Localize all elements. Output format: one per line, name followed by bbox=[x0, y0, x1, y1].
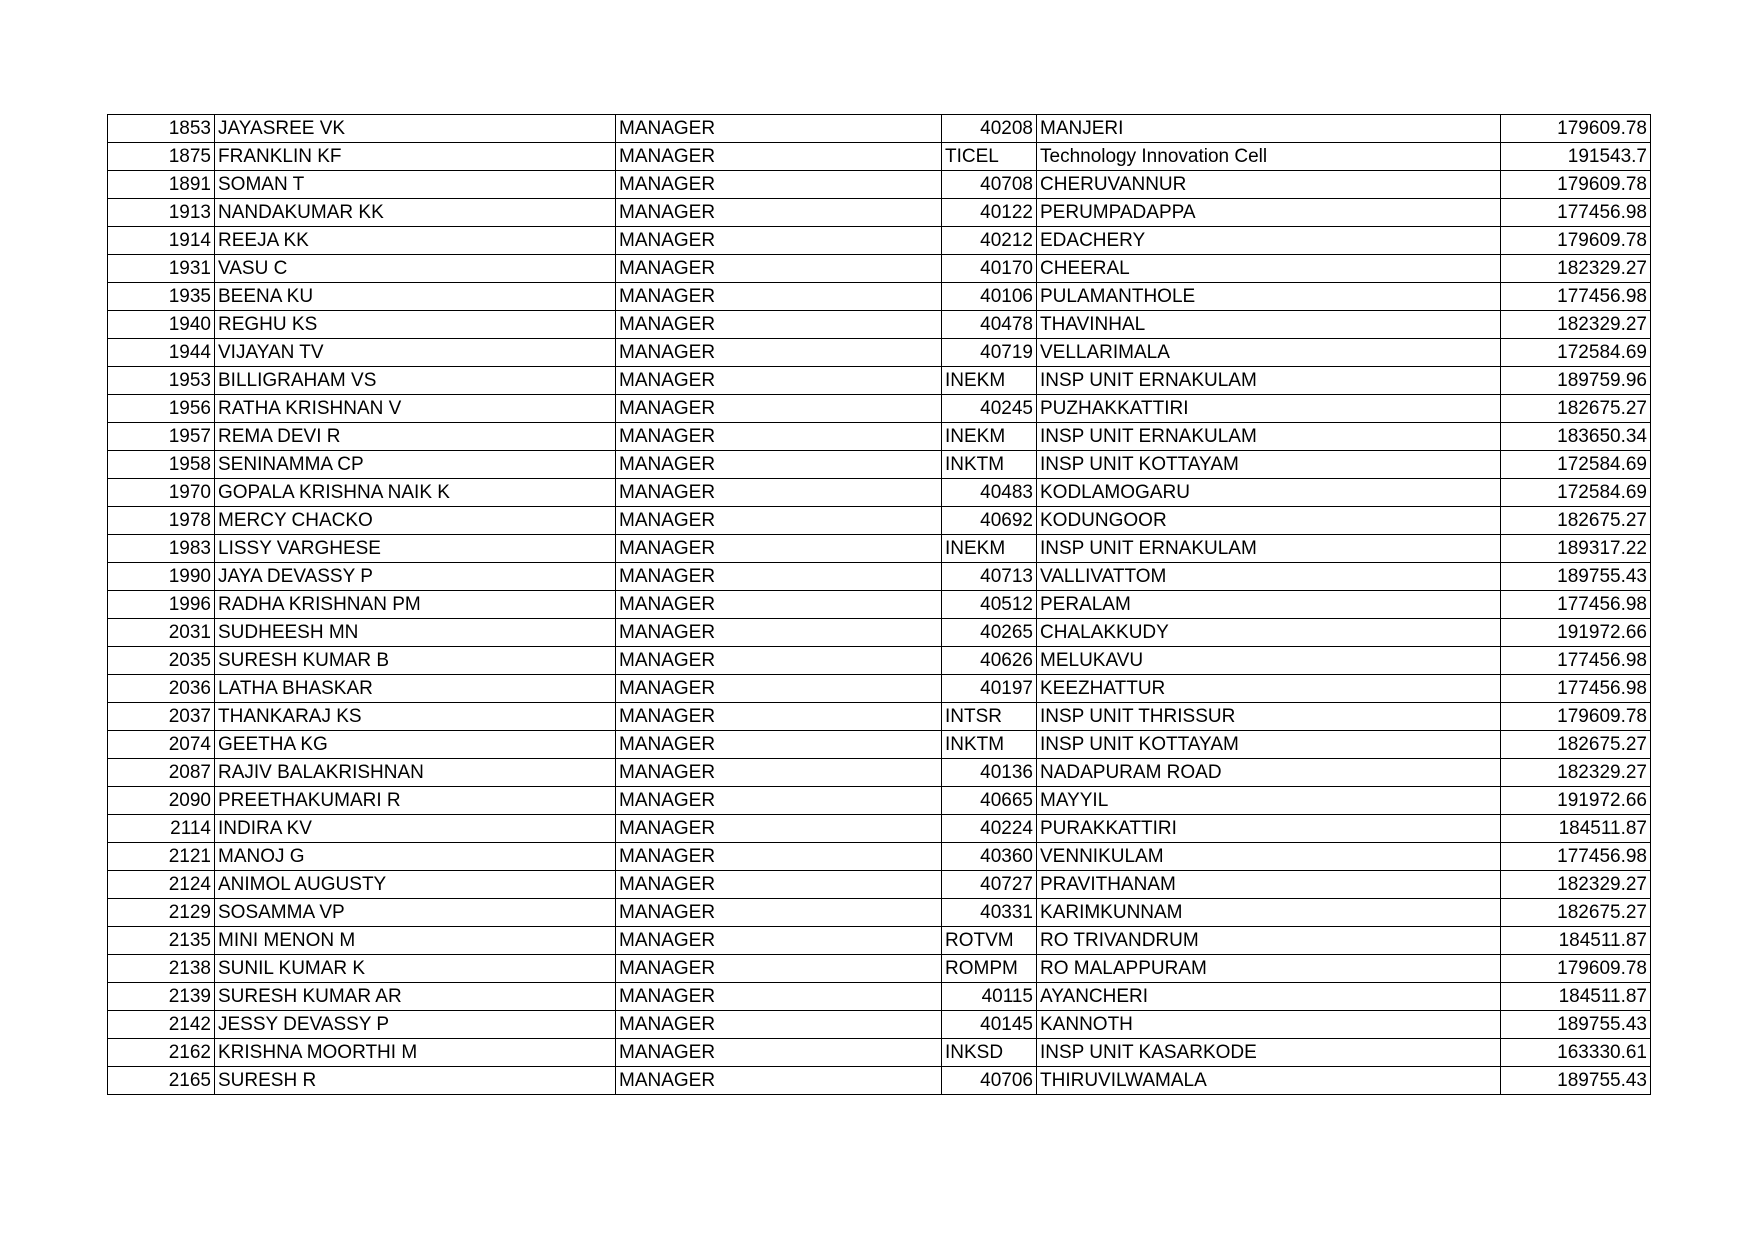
employee-name-cell: ANIMOL AUGUSTY bbox=[215, 871, 616, 899]
employee-table-body bbox=[108, 115, 1651, 1095]
table-row bbox=[108, 815, 1651, 843]
office-code-cell: 40170 bbox=[942, 255, 1037, 283]
table-row bbox=[108, 143, 1651, 171]
office-name-cell: MELUKAVU bbox=[1037, 647, 1501, 675]
employee-id-cell: 2121 bbox=[108, 843, 215, 871]
table-row bbox=[108, 1011, 1651, 1039]
office-code-cell: 40197 bbox=[942, 675, 1037, 703]
designation-cell: MANAGER bbox=[616, 423, 942, 451]
amount-cell: 177456.98 bbox=[1501, 591, 1651, 619]
employee-name-cell: KRISHNA MOORTHI M bbox=[215, 1039, 616, 1067]
amount-cell: 172584.69 bbox=[1501, 339, 1651, 367]
employee-id-cell: 1958 bbox=[108, 451, 215, 479]
office-name-cell: EDACHERY bbox=[1037, 227, 1501, 255]
designation-cell: MANAGER bbox=[616, 703, 942, 731]
employee-id-cell: 2031 bbox=[108, 619, 215, 647]
employee-id-cell: 1990 bbox=[108, 563, 215, 591]
office-code-cell: 40265 bbox=[942, 619, 1037, 647]
office-name-cell: KARIMKUNNAM bbox=[1037, 899, 1501, 927]
office-name-cell: VELLARIMALA bbox=[1037, 339, 1501, 367]
office-name-cell: INSP UNIT KOTTAYAM bbox=[1037, 451, 1501, 479]
employee-name-cell: RAJIV BALAKRISHNAN bbox=[215, 759, 616, 787]
table-row bbox=[108, 395, 1651, 423]
office-name-cell: CHEERAL bbox=[1037, 255, 1501, 283]
amount-cell: 191972.66 bbox=[1501, 619, 1651, 647]
office-code-cell: 40122 bbox=[942, 199, 1037, 227]
employee-id-cell: 1914 bbox=[108, 227, 215, 255]
office-code-cell: 40626 bbox=[942, 647, 1037, 675]
employee-id-cell: 2037 bbox=[108, 703, 215, 731]
office-code-cell: 40224 bbox=[942, 815, 1037, 843]
employee-id-cell: 1957 bbox=[108, 423, 215, 451]
designation-cell: MANAGER bbox=[616, 759, 942, 787]
amount-cell: 184511.87 bbox=[1501, 927, 1651, 955]
employee-name-cell: SUDHEESH MN bbox=[215, 619, 616, 647]
amount-cell: 177456.98 bbox=[1501, 283, 1651, 311]
employee-id-cell: 2035 bbox=[108, 647, 215, 675]
office-name-cell: MANJERI bbox=[1037, 115, 1501, 143]
table-row bbox=[108, 115, 1651, 143]
office-name-cell: PULAMANTHOLE bbox=[1037, 283, 1501, 311]
employee-id-cell: 2142 bbox=[108, 1011, 215, 1039]
office-code-cell: 40719 bbox=[942, 339, 1037, 367]
table-row bbox=[108, 591, 1651, 619]
employee-id-cell: 2114 bbox=[108, 815, 215, 843]
employee-id-cell: 1970 bbox=[108, 479, 215, 507]
office-code-cell: 40708 bbox=[942, 171, 1037, 199]
table-row bbox=[108, 563, 1651, 591]
table-row bbox=[108, 955, 1651, 983]
employee-name-cell: MERCY CHACKO bbox=[215, 507, 616, 535]
employee-name-cell: FRANKLIN KF bbox=[215, 143, 616, 171]
office-code-cell: 40478 bbox=[942, 311, 1037, 339]
office-code-cell: INEKM bbox=[942, 535, 1037, 563]
amount-cell: 183650.34 bbox=[1501, 423, 1651, 451]
amount-cell: 184511.87 bbox=[1501, 815, 1651, 843]
designation-cell: MANAGER bbox=[616, 227, 942, 255]
designation-cell: MANAGER bbox=[616, 647, 942, 675]
employee-name-cell: MANOJ G bbox=[215, 843, 616, 871]
designation-cell: MANAGER bbox=[616, 815, 942, 843]
designation-cell: MANAGER bbox=[616, 199, 942, 227]
employee-name-cell: SOMAN T bbox=[215, 171, 616, 199]
employee-id-cell: 1940 bbox=[108, 311, 215, 339]
designation-cell: MANAGER bbox=[616, 367, 942, 395]
designation-cell: MANAGER bbox=[616, 479, 942, 507]
employee-id-cell: 1891 bbox=[108, 171, 215, 199]
office-code-cell: 40115 bbox=[942, 983, 1037, 1011]
office-code-cell: INKTM bbox=[942, 731, 1037, 759]
employee-id-cell: 1875 bbox=[108, 143, 215, 171]
table-row bbox=[108, 479, 1651, 507]
employee-id-cell: 2165 bbox=[108, 1067, 215, 1095]
office-name-cell: VENNIKULAM bbox=[1037, 843, 1501, 871]
table-row bbox=[108, 983, 1651, 1011]
employee-id-cell: 2087 bbox=[108, 759, 215, 787]
table-row bbox=[108, 199, 1651, 227]
amount-cell: 184511.87 bbox=[1501, 983, 1651, 1011]
amount-cell: 182675.27 bbox=[1501, 731, 1651, 759]
office-code-cell: 40145 bbox=[942, 1011, 1037, 1039]
amount-cell: 182675.27 bbox=[1501, 507, 1651, 535]
designation-cell: MANAGER bbox=[616, 675, 942, 703]
office-name-cell: PERALAM bbox=[1037, 591, 1501, 619]
office-name-cell: INSP UNIT ERNAKULAM bbox=[1037, 367, 1501, 395]
employee-id-cell: 1983 bbox=[108, 535, 215, 563]
employee-name-cell: JAYASREE VK bbox=[215, 115, 616, 143]
employee-id-cell: 1853 bbox=[108, 115, 215, 143]
designation-cell: MANAGER bbox=[616, 787, 942, 815]
amount-cell: 179609.78 bbox=[1501, 955, 1651, 983]
designation-cell: MANAGER bbox=[616, 731, 942, 759]
employee-id-cell: 1996 bbox=[108, 591, 215, 619]
table-row bbox=[108, 283, 1651, 311]
office-name-cell: VALLIVATTOM bbox=[1037, 563, 1501, 591]
designation-cell: MANAGER bbox=[616, 395, 942, 423]
employee-name-cell: SOSAMMA VP bbox=[215, 899, 616, 927]
office-code-cell: 40512 bbox=[942, 591, 1037, 619]
employee-id-cell: 2135 bbox=[108, 927, 215, 955]
employee-name-cell: GEETHA KG bbox=[215, 731, 616, 759]
amount-cell: 182675.27 bbox=[1501, 395, 1651, 423]
office-name-cell: CHERUVANNUR bbox=[1037, 171, 1501, 199]
office-name-cell: INSP UNIT KASARKODE bbox=[1037, 1039, 1501, 1067]
office-name-cell: Technology Innovation Cell bbox=[1037, 143, 1501, 171]
employee-id-cell: 1956 bbox=[108, 395, 215, 423]
office-code-cell: 40483 bbox=[942, 479, 1037, 507]
amount-cell: 177456.98 bbox=[1501, 647, 1651, 675]
office-code-cell: INKTM bbox=[942, 451, 1037, 479]
table-row bbox=[108, 927, 1651, 955]
employee-id-cell: 2138 bbox=[108, 955, 215, 983]
employee-name-cell: REMA DEVI R bbox=[215, 423, 616, 451]
employee-name-cell: VASU C bbox=[215, 255, 616, 283]
amount-cell: 179609.78 bbox=[1501, 171, 1651, 199]
employee-name-cell: SURESH R bbox=[215, 1067, 616, 1095]
designation-cell: MANAGER bbox=[616, 927, 942, 955]
table-row bbox=[108, 507, 1651, 535]
employee-name-cell: LISSY VARGHESE bbox=[215, 535, 616, 563]
employee-id-cell: 2074 bbox=[108, 731, 215, 759]
office-code-cell: INEKM bbox=[942, 367, 1037, 395]
table-row bbox=[108, 1039, 1651, 1067]
table-row bbox=[108, 367, 1651, 395]
table-row bbox=[108, 311, 1651, 339]
office-code-cell: 40212 bbox=[942, 227, 1037, 255]
employee-id-cell: 1953 bbox=[108, 367, 215, 395]
amount-cell: 177456.98 bbox=[1501, 675, 1651, 703]
office-code-cell: 40727 bbox=[942, 871, 1037, 899]
office-name-cell: THIRUVILWAMALA bbox=[1037, 1067, 1501, 1095]
employee-name-cell: SURESH KUMAR B bbox=[215, 647, 616, 675]
employee-name-cell: JAYA DEVASSY P bbox=[215, 563, 616, 591]
employee-id-cell: 2090 bbox=[108, 787, 215, 815]
office-code-cell: 40245 bbox=[942, 395, 1037, 423]
office-name-cell: THAVINHAL bbox=[1037, 311, 1501, 339]
employee-name-cell: SENINAMMA CP bbox=[215, 451, 616, 479]
employee-name-cell: MINI MENON M bbox=[215, 927, 616, 955]
employee-id-cell: 2139 bbox=[108, 983, 215, 1011]
employee-name-cell: INDIRA KV bbox=[215, 815, 616, 843]
office-name-cell: INSP UNIT KOTTAYAM bbox=[1037, 731, 1501, 759]
employee-id-cell: 1978 bbox=[108, 507, 215, 535]
office-name-cell: NADAPURAM ROAD bbox=[1037, 759, 1501, 787]
designation-cell: MANAGER bbox=[616, 535, 942, 563]
table-row bbox=[108, 675, 1651, 703]
table-row bbox=[108, 423, 1651, 451]
employee-name-cell: PREETHAKUMARI R bbox=[215, 787, 616, 815]
designation-cell: MANAGER bbox=[616, 563, 942, 591]
table-row bbox=[108, 759, 1651, 787]
employee-name-cell: BILLIGRAHAM VS bbox=[215, 367, 616, 395]
employee-name-cell: NANDAKUMAR KK bbox=[215, 199, 616, 227]
employee-name-cell: GOPALA KRISHNA NAIK K bbox=[215, 479, 616, 507]
office-name-cell: RO TRIVANDRUM bbox=[1037, 927, 1501, 955]
office-name-cell: INSP UNIT THRISSUR bbox=[1037, 703, 1501, 731]
employee-name-cell: LATHA BHASKAR bbox=[215, 675, 616, 703]
employee-name-cell: VIJAYAN TV bbox=[215, 339, 616, 367]
employee-name-cell: THANKARAJ KS bbox=[215, 703, 616, 731]
table-row bbox=[108, 451, 1651, 479]
amount-cell: 177456.98 bbox=[1501, 843, 1651, 871]
table-row bbox=[108, 1067, 1651, 1095]
office-code-cell: 40713 bbox=[942, 563, 1037, 591]
amount-cell: 189759.96 bbox=[1501, 367, 1651, 395]
designation-cell: MANAGER bbox=[616, 591, 942, 619]
office-code-cell: 40692 bbox=[942, 507, 1037, 535]
amount-cell: 189755.43 bbox=[1501, 563, 1651, 591]
designation-cell: MANAGER bbox=[616, 283, 942, 311]
designation-cell: MANAGER bbox=[616, 1011, 942, 1039]
amount-cell: 191543.7 bbox=[1501, 143, 1651, 171]
employee-name-cell: SURESH KUMAR AR bbox=[215, 983, 616, 1011]
office-code-cell: 40706 bbox=[942, 1067, 1037, 1095]
office-name-cell: PUZHAKKATTIRI bbox=[1037, 395, 1501, 423]
employee-name-cell: SUNIL KUMAR K bbox=[215, 955, 616, 983]
employee-id-cell: 1913 bbox=[108, 199, 215, 227]
employee-name-cell: REGHU KS bbox=[215, 311, 616, 339]
table-row bbox=[108, 787, 1651, 815]
office-name-cell: RO MALAPPURAM bbox=[1037, 955, 1501, 983]
office-code-cell: 40665 bbox=[942, 787, 1037, 815]
office-name-cell: KODLAMOGARU bbox=[1037, 479, 1501, 507]
table-row bbox=[108, 227, 1651, 255]
amount-cell: 189755.43 bbox=[1501, 1067, 1651, 1095]
amount-cell: 182329.27 bbox=[1501, 871, 1651, 899]
employee-name-cell: RADHA KRISHNAN PM bbox=[215, 591, 616, 619]
amount-cell: 172584.69 bbox=[1501, 451, 1651, 479]
amount-cell: 179609.78 bbox=[1501, 227, 1651, 255]
designation-cell: MANAGER bbox=[616, 143, 942, 171]
employee-name-cell: RATHA KRISHNAN V bbox=[215, 395, 616, 423]
designation-cell: MANAGER bbox=[616, 1039, 942, 1067]
office-code-cell: 40360 bbox=[942, 843, 1037, 871]
office-code-cell: ROMPM bbox=[942, 955, 1037, 983]
office-code-cell: 40208 bbox=[942, 115, 1037, 143]
table-row bbox=[108, 731, 1651, 759]
employee-id-cell: 2124 bbox=[108, 871, 215, 899]
designation-cell: MANAGER bbox=[616, 871, 942, 899]
office-code-cell: 40136 bbox=[942, 759, 1037, 787]
office-name-cell: PURAKKATTIRI bbox=[1037, 815, 1501, 843]
office-code-cell: INKSD bbox=[942, 1039, 1037, 1067]
office-code-cell: TICEL bbox=[942, 143, 1037, 171]
office-name-cell: INSP UNIT ERNAKULAM bbox=[1037, 535, 1501, 563]
office-code-cell: INTSR bbox=[942, 703, 1037, 731]
table-row bbox=[108, 535, 1651, 563]
employee-id-cell: 1931 bbox=[108, 255, 215, 283]
employee-id-cell: 2129 bbox=[108, 899, 215, 927]
amount-cell: 189317.22 bbox=[1501, 535, 1651, 563]
table-row bbox=[108, 339, 1651, 367]
employee-table bbox=[107, 114, 1651, 1095]
office-code-cell: INEKM bbox=[942, 423, 1037, 451]
office-name-cell: PERUMPADAPPA bbox=[1037, 199, 1501, 227]
designation-cell: MANAGER bbox=[616, 843, 942, 871]
office-code-cell: ROTVM bbox=[942, 927, 1037, 955]
designation-cell: MANAGER bbox=[616, 339, 942, 367]
amount-cell: 163330.61 bbox=[1501, 1039, 1651, 1067]
designation-cell: MANAGER bbox=[616, 899, 942, 927]
table-row bbox=[108, 899, 1651, 927]
designation-cell: MANAGER bbox=[616, 983, 942, 1011]
amount-cell: 179609.78 bbox=[1501, 115, 1651, 143]
employee-id-cell: 2036 bbox=[108, 675, 215, 703]
designation-cell: MANAGER bbox=[616, 451, 942, 479]
office-name-cell: KODUNGOOR bbox=[1037, 507, 1501, 535]
office-code-cell: 40331 bbox=[942, 899, 1037, 927]
employee-name-cell: JESSY DEVASSY P bbox=[215, 1011, 616, 1039]
designation-cell: MANAGER bbox=[616, 955, 942, 983]
employee-id-cell: 1944 bbox=[108, 339, 215, 367]
employee-name-cell: REEJA KK bbox=[215, 227, 616, 255]
table-row bbox=[108, 255, 1651, 283]
amount-cell: 182329.27 bbox=[1501, 759, 1651, 787]
employee-name-cell: BEENA KU bbox=[215, 283, 616, 311]
amount-cell: 172584.69 bbox=[1501, 479, 1651, 507]
amount-cell: 189755.43 bbox=[1501, 1011, 1651, 1039]
designation-cell: MANAGER bbox=[616, 255, 942, 283]
table-row bbox=[108, 171, 1651, 199]
amount-cell: 177456.98 bbox=[1501, 199, 1651, 227]
office-name-cell: MAYYIL bbox=[1037, 787, 1501, 815]
amount-cell: 182329.27 bbox=[1501, 255, 1651, 283]
designation-cell: MANAGER bbox=[616, 507, 942, 535]
designation-cell: MANAGER bbox=[616, 171, 942, 199]
office-name-cell: CHALAKKUDY bbox=[1037, 619, 1501, 647]
table-row bbox=[108, 843, 1651, 871]
office-name-cell: AYANCHERI bbox=[1037, 983, 1501, 1011]
amount-cell: 179609.78 bbox=[1501, 703, 1651, 731]
office-name-cell: KEEZHATTUR bbox=[1037, 675, 1501, 703]
amount-cell: 182329.27 bbox=[1501, 311, 1651, 339]
designation-cell: MANAGER bbox=[616, 1067, 942, 1095]
amount-cell: 191972.66 bbox=[1501, 787, 1651, 815]
table-row bbox=[108, 703, 1651, 731]
employee-id-cell: 2162 bbox=[108, 1039, 215, 1067]
table-row bbox=[108, 647, 1651, 675]
office-name-cell: INSP UNIT ERNAKULAM bbox=[1037, 423, 1501, 451]
office-name-cell: PRAVITHANAM bbox=[1037, 871, 1501, 899]
office-code-cell: 40106 bbox=[942, 283, 1037, 311]
employee-id-cell: 1935 bbox=[108, 283, 215, 311]
table-row bbox=[108, 871, 1651, 899]
designation-cell: MANAGER bbox=[616, 619, 942, 647]
office-name-cell: KANNOTH bbox=[1037, 1011, 1501, 1039]
table-row bbox=[108, 619, 1651, 647]
designation-cell: MANAGER bbox=[616, 311, 942, 339]
amount-cell: 182675.27 bbox=[1501, 899, 1651, 927]
designation-cell: MANAGER bbox=[616, 115, 942, 143]
